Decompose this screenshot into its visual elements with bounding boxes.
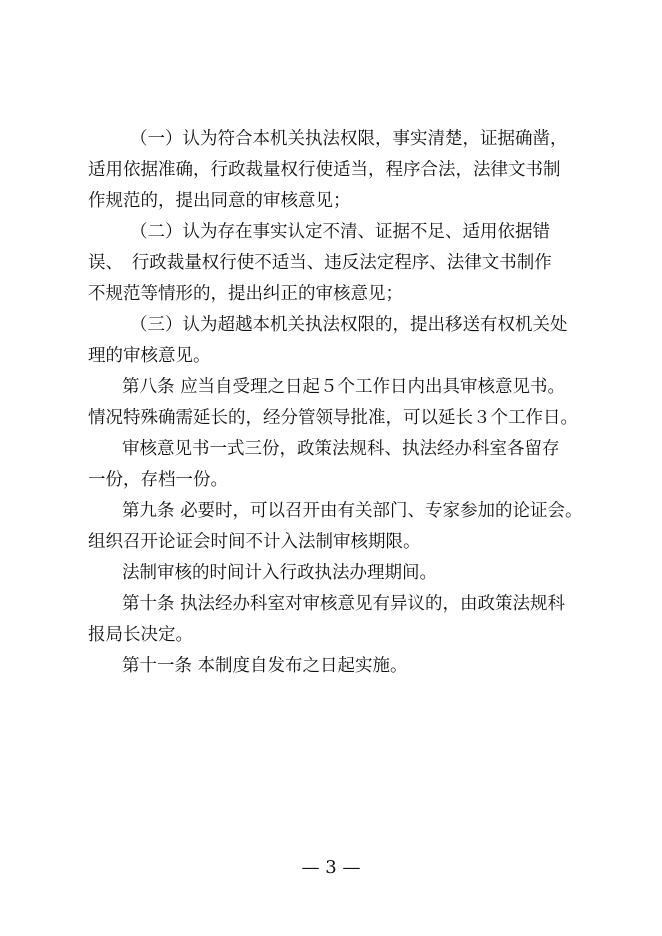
text-line: （一）认为符合本机关执法权限，事实清楚，证据确凿， <box>130 129 568 149</box>
text-line: 第八条 应当自受理之日起５个工作日内出具审核意见书。 <box>122 377 566 397</box>
text-line: 第九条 必要时，可以召开由有关部门、专家参加的论证会。 <box>122 501 583 521</box>
text-line: 不规范等情形的，提出纠正的审核意见； <box>88 284 403 304</box>
text-line: （三）认为超越本机关执法权限的，提出移送有权机关处 <box>130 315 568 335</box>
text-line: 法制审核的时间计入行政执法办理期间。 <box>122 563 437 583</box>
text-line: 作规范的，提出同意的审核意见； <box>88 191 351 211</box>
text-line: 情况特殊确需延长的，经分管领导批准，可以延长３个工作日。 <box>88 408 578 428</box>
text-line: 误、 行政裁量权行使不适当、违反法定程序、法律文书制作 <box>88 253 552 273</box>
text-line: 组织召开论证会时间不计入法制审核期限。 <box>88 532 421 552</box>
text-line: （二）认为存在事实认定不清、证据不足、适用依据错 <box>130 222 550 242</box>
text-line: 理的审核意见。 <box>88 346 211 366</box>
text-line: 第十条 执法经办科室对审核意见有异议的，由政策法规科 <box>122 594 566 614</box>
text-line: 审核意见书一式三份，政策法规科、执法经办科室各留存 <box>122 439 560 459</box>
text-line: 报局长决定。 <box>88 625 193 645</box>
text-line: 适用依据准确，行政裁量权行使适当，程序合法，法律文书制 <box>88 160 561 180</box>
text-line: 一份，存档一份。 <box>88 470 228 490</box>
text-line: 第十一条 本制度自发布之日起实施。 <box>122 656 408 676</box>
page-number: — 3 — <box>301 857 361 878</box>
